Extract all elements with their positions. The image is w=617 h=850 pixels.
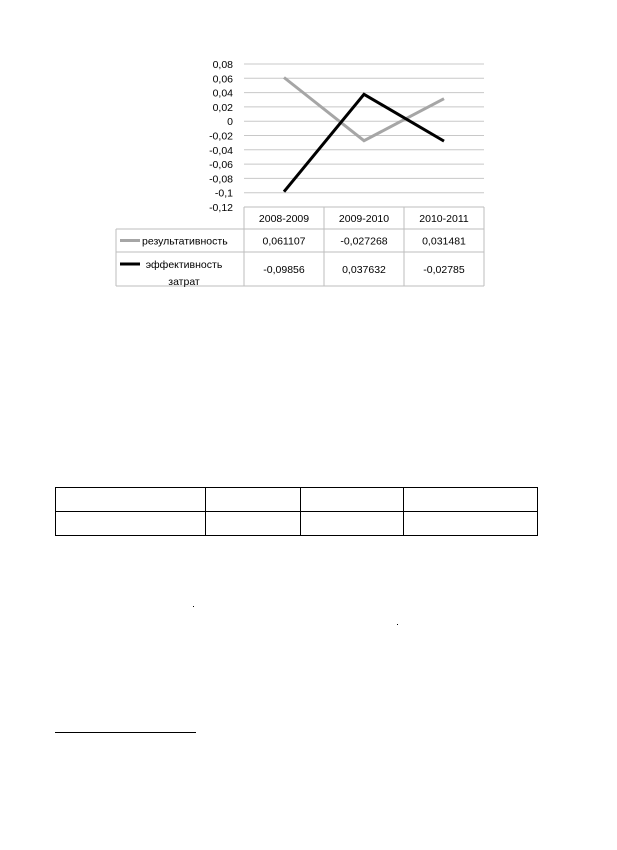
y-tick-label: 0,08 [212,59,233,71]
empty-table [55,487,538,536]
table-cell [206,512,301,536]
y-tick-label: 0 [227,116,233,129]
series-line [284,94,444,191]
grid [244,64,484,207]
stray-mark [193,606,194,607]
table-cell [404,488,538,512]
category-label: 2008-2009 [258,213,310,225]
data-table [116,207,484,288]
y-tick-label: 0,06 [212,73,233,86]
stray-mark [397,624,398,625]
y-tick-label: -0,04 [209,144,233,157]
category-label: 2009-2010 [338,213,390,225]
table-cell [56,488,206,512]
y-tick-label: -0,02 [209,130,233,143]
data-value: -0,027268 [340,235,388,248]
table-cell [206,488,301,512]
series-name: затрат [168,276,200,288]
series-lines [284,78,444,192]
table-row [56,488,538,512]
y-axis [209,59,233,214]
table-cell [404,512,538,536]
y-tick-label: -0,06 [209,159,233,172]
data-value: 0,031481 [422,235,466,248]
y-tick-label: -0,08 [209,173,233,186]
footnote-separator [55,732,196,733]
series-name: эффективность [145,259,223,271]
series-line [284,78,444,141]
y-tick-label: 0,04 [212,87,233,100]
table-cell [301,488,404,512]
data-value: 0,037632 [342,264,386,276]
data-value: -0,09856 [263,264,305,276]
data-value: -0,02785 [423,264,465,276]
data-value: 0,061107 [262,235,306,248]
table-cell [301,512,404,536]
category-label: 2010-2011 [419,213,469,225]
table-row [56,512,538,536]
y-tick-label: -0,1 [214,187,233,200]
table-cell [56,512,206,536]
y-tick-label: 0,02 [212,101,233,114]
y-tick-label: -0,12 [209,202,233,214]
series-name: результативность [142,235,228,248]
